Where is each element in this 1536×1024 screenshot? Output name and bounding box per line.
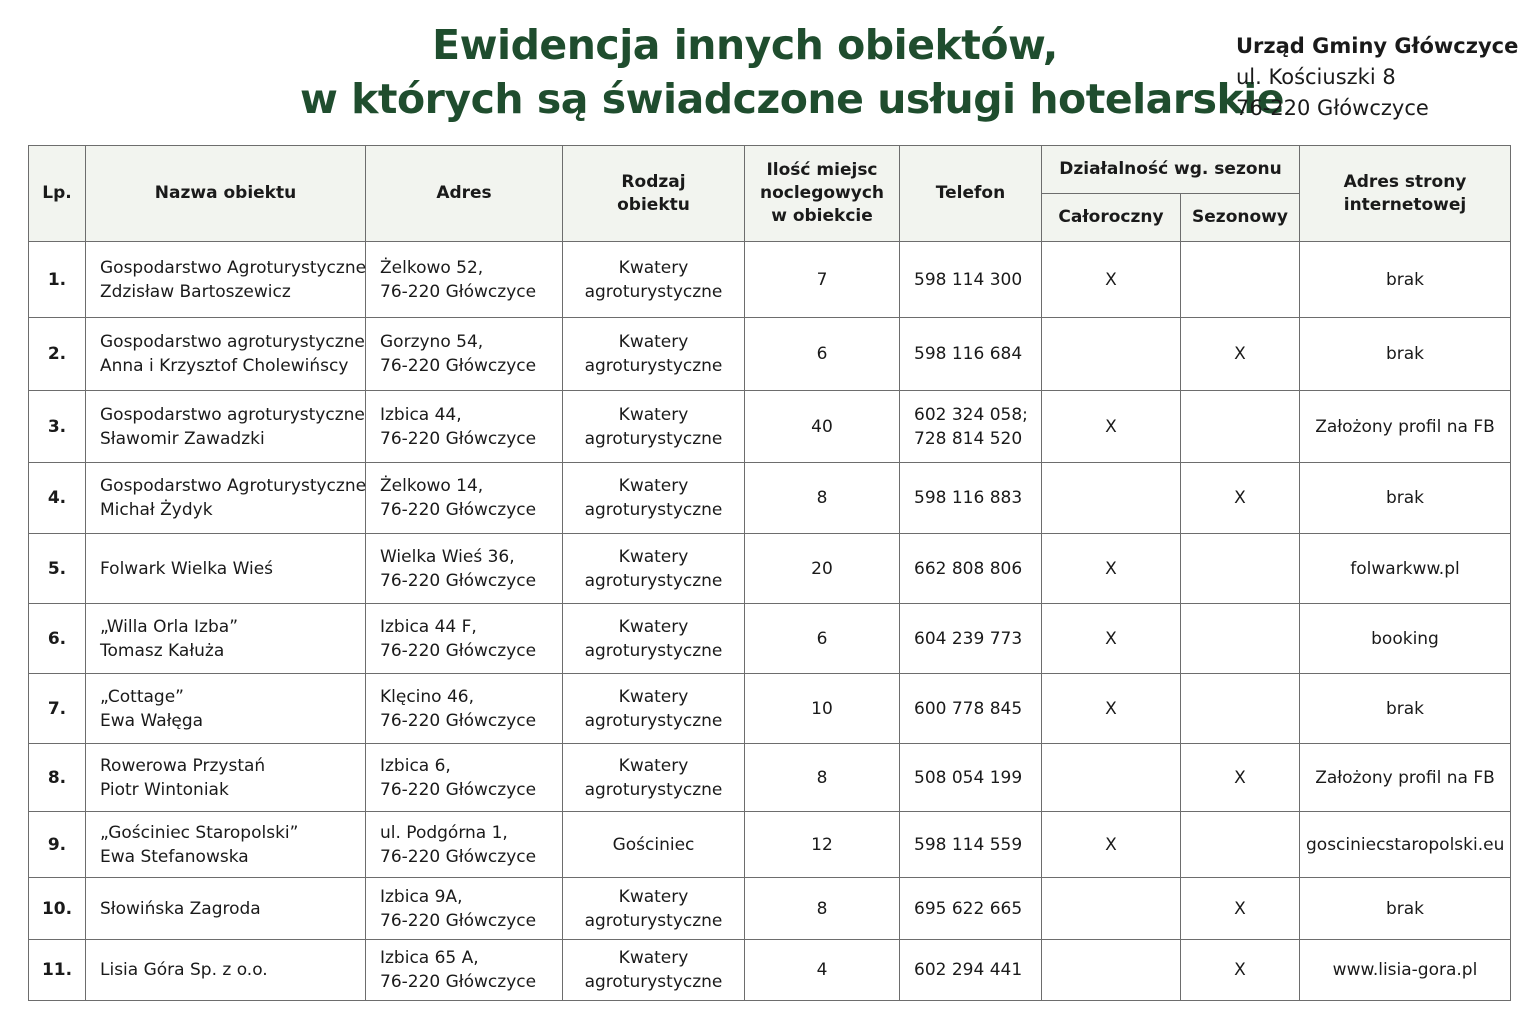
cell-telefon	[900, 940, 1042, 1001]
cell-nazwa-line-2: Ewa Stefanowska	[100, 846, 249, 867]
cell-telefon	[900, 242, 1042, 318]
header-ilosc-line-2: noclegowych	[759, 183, 885, 203]
cell-nazwa-line-1: Folwark Wielka Wieś	[100, 558, 274, 579]
office-name: Urząd Gminy Główczyce	[1236, 34, 1519, 58]
cell-nazwa	[86, 463, 366, 534]
cell-adres-line-1: Żelkowo 14,	[380, 476, 484, 496]
header-telefon: Telefon	[900, 146, 1042, 242]
table-row	[29, 812, 1511, 878]
cell-www: gosciniecstaropolski.eu	[1300, 812, 1511, 878]
cell-telefon-line-1: 598 116 684	[914, 344, 1023, 364]
cell-rodzaj	[563, 674, 745, 744]
cell-rodzaj-line-2: agroturystyczne	[584, 570, 723, 591]
header-rodzaj	[563, 146, 745, 242]
table-row	[29, 940, 1511, 1001]
cell-www: brak	[1300, 242, 1511, 318]
cell-nazwa-line-1: Gospodarstwo Agroturystyczne	[100, 257, 367, 278]
objects-table	[28, 145, 1511, 1001]
cell-rodzaj-line-2: agroturystyczne	[584, 710, 723, 731]
cell-adres-line-2: 76-220 Główczyce	[380, 846, 537, 867]
table-row	[29, 604, 1511, 674]
cell-telefon-line-1: 598 116 883	[914, 488, 1023, 508]
cell-rodzaj-line-1: Kwatery	[618, 686, 689, 707]
cell-lp: 9.	[29, 812, 86, 878]
cell-lp: 11.	[29, 940, 86, 1001]
cell-adres-line-2: 76-220 Główczyce	[380, 281, 537, 302]
cell-adres-line-1: Izbica 6,	[380, 755, 451, 776]
cell-telefon	[900, 812, 1042, 878]
table-row	[29, 463, 1511, 534]
cell-nazwa	[86, 812, 366, 878]
cell-nazwa	[86, 534, 366, 604]
cell-nazwa-line-2: Sławomir Zawadzki	[100, 428, 265, 449]
cell-www: www.lisia-gora.pl	[1300, 940, 1511, 1001]
cell-nazwa-line-1: Gospodarstwo Agroturystyczne	[100, 476, 367, 496]
cell-adres	[366, 534, 563, 604]
cell-nazwa	[86, 242, 366, 318]
cell-telefon-line-1: 508 054 199	[914, 767, 1023, 788]
cell-sezonowy: X	[1181, 463, 1300, 534]
cell-telefon-line-1: 598 114 300	[914, 269, 1023, 290]
cell-rodzaj	[563, 318, 745, 391]
cell-rodzaj	[563, 463, 745, 534]
cell-rodzaj-line-2: agroturystyczne	[584, 640, 723, 661]
header-rodzaj-line-2: obiektu	[617, 194, 690, 215]
table-row	[29, 318, 1511, 391]
cell-rodzaj-line-1: Kwatery	[618, 332, 689, 352]
header-ilosc-line-1: Ilość miejsc	[766, 160, 878, 180]
cell-www: booking	[1300, 604, 1511, 674]
cell-nazwa-line-2: Piotr Wintoniak	[100, 779, 229, 800]
cell-telefon-line-1: 602 324 058;	[914, 404, 1028, 425]
cell-adres	[366, 940, 563, 1001]
cell-adres-line-2: 76-220 Główczyce	[380, 910, 537, 931]
office-city: 76-220 Główczyce	[1236, 96, 1429, 120]
cell-adres-line-2: 76-220 Główczyce	[380, 640, 537, 661]
cell-adres	[366, 744, 563, 812]
cell-adres-line-1: Klęcino 46,	[380, 686, 475, 707]
cell-adres-line-1: Izbica 9A,	[380, 886, 463, 907]
cell-nazwa-line-1: „Cottage”	[100, 686, 184, 707]
cell-rodzaj	[563, 242, 745, 318]
cell-www: brak	[1300, 878, 1511, 940]
cell-adres	[366, 242, 563, 318]
cell-nazwa-line-2: Tomasz Kałuża	[100, 640, 225, 661]
header-strona-line-1: Adres strony	[1343, 171, 1467, 192]
header-nazwa: Nazwa obiektu	[86, 146, 366, 242]
cell-lp: 5.	[29, 534, 86, 604]
table-body	[29, 242, 1511, 1001]
table-row	[29, 391, 1511, 463]
cell-adres	[366, 812, 563, 878]
table-row	[29, 878, 1511, 940]
cell-nazwa-line-1: Gospodarstwo agroturystyczne	[100, 332, 365, 352]
cell-telefon	[900, 463, 1042, 534]
header-strona	[1300, 146, 1511, 242]
cell-adres-line-2: 76-220 Główczyce	[380, 972, 537, 992]
cell-telefon-line-1: 604 239 773	[914, 628, 1023, 649]
cell-rodzaj	[563, 604, 745, 674]
cell-sezonowy	[1181, 604, 1300, 674]
office-address	[1236, 31, 1518, 124]
header-ilosc	[745, 146, 900, 242]
header-adres: Adres	[366, 146, 563, 242]
table-header	[29, 146, 1511, 242]
cell-rodzaj	[563, 391, 745, 463]
cell-nazwa-line-1: „Gościniec Staropolski”	[100, 822, 299, 843]
cell-miejsca: 12	[745, 812, 900, 878]
cell-adres-line-2: 76-220 Główczyce	[380, 710, 537, 731]
cell-lp: 1.	[29, 242, 86, 318]
cell-caloroczny: X	[1042, 391, 1181, 463]
cell-adres-line-1: Izbica 65 A,	[380, 948, 479, 968]
cell-miejsca: 8	[745, 744, 900, 812]
office-street: ul. Kościuszki 8	[1236, 65, 1396, 89]
cell-www: brak	[1300, 318, 1511, 391]
cell-telefon	[900, 318, 1042, 391]
cell-miejsca: 8	[745, 878, 900, 940]
cell-miejsca: 6	[745, 318, 900, 391]
cell-telefon-line-1: 598 114 559	[914, 834, 1023, 855]
header-lp: Lp.	[29, 146, 86, 242]
cell-lp: 10.	[29, 878, 86, 940]
cell-caloroczny: X	[1042, 812, 1181, 878]
cell-adres-line-1: Gorzyno 54,	[380, 332, 484, 352]
cell-telefon	[900, 878, 1042, 940]
cell-www: Założony profil na FB	[1300, 391, 1511, 463]
cell-adres	[366, 878, 563, 940]
cell-rodzaj-line-1: Kwatery	[618, 476, 689, 496]
cell-rodzaj-line-1: Gościniec	[612, 834, 695, 855]
cell-adres-line-2: 76-220 Główczyce	[380, 779, 537, 800]
header-sezonowy: Sezonowy	[1181, 194, 1300, 242]
cell-www: Założony profil na FB	[1300, 744, 1511, 812]
cell-sezonowy: X	[1181, 744, 1300, 812]
cell-nazwa	[86, 604, 366, 674]
cell-telefon-line-2: 728 814 520	[914, 428, 1023, 449]
cell-rodzaj-line-2: agroturystyczne	[584, 500, 723, 520]
cell-rodzaj	[563, 744, 745, 812]
cell-sezonowy	[1181, 812, 1300, 878]
cell-telefon-line-1: 695 622 665	[914, 898, 1023, 919]
cell-sezonowy: X	[1181, 878, 1300, 940]
header-ilosc-line-3: w obiekcie	[771, 206, 873, 226]
cell-nazwa-line-2: Anna i Krzysztof Cholewińscy	[100, 356, 349, 376]
cell-caloroczny: X	[1042, 604, 1181, 674]
cell-telefon-line-1: 600 778 845	[914, 698, 1023, 719]
cell-lp: 6.	[29, 604, 86, 674]
cell-miejsca: 6	[745, 604, 900, 674]
cell-rodzaj	[563, 878, 745, 940]
cell-caloroczny	[1042, 318, 1181, 391]
cell-rodzaj-line-2: agroturystyczne	[584, 972, 723, 992]
table-row	[29, 744, 1511, 812]
cell-adres-line-1: Izbica 44,	[380, 404, 462, 425]
cell-lp: 8.	[29, 744, 86, 812]
cell-nazwa	[86, 878, 366, 940]
table-row	[29, 534, 1511, 604]
cell-miejsca: 20	[745, 534, 900, 604]
title-line-1: Ewidencja innych obiektów,	[432, 21, 1058, 69]
cell-lp: 2.	[29, 318, 86, 391]
cell-rodzaj-line-1: Kwatery	[618, 257, 689, 278]
cell-www: brak	[1300, 674, 1511, 744]
cell-adres-line-2: 76-220 Główczyce	[380, 356, 537, 376]
cell-telefon	[900, 391, 1042, 463]
cell-telefon	[900, 534, 1042, 604]
table-row	[29, 674, 1511, 744]
cell-adres-line-2: 76-220 Główczyce	[380, 428, 537, 449]
page-title	[300, 18, 1285, 126]
header-dzialalnosc: Działalność wg. sezonu	[1042, 146, 1300, 194]
cell-adres-line-1: ul. Podgórna 1,	[380, 822, 508, 843]
cell-nazwa	[86, 391, 366, 463]
title-line-2: w których są świadczone usługi hotelarskie	[300, 75, 1285, 123]
cell-lp: 3.	[29, 391, 86, 463]
cell-rodzaj-line-2: agroturystyczne	[584, 910, 723, 931]
cell-caloroczny	[1042, 463, 1181, 534]
cell-nazwa-line-2: Zdzisław Bartoszewicz	[100, 281, 291, 302]
cell-adres-line-1: Żelkowo 52,	[380, 257, 484, 278]
cell-miejsca: 8	[745, 463, 900, 534]
cell-miejsca: 10	[745, 674, 900, 744]
cell-adres	[366, 463, 563, 534]
cell-adres	[366, 318, 563, 391]
cell-lp: 7.	[29, 674, 86, 744]
cell-rodzaj-line-2: agroturystyczne	[584, 281, 723, 302]
cell-telefon	[900, 674, 1042, 744]
cell-caloroczny	[1042, 940, 1181, 1001]
cell-caloroczny: X	[1042, 674, 1181, 744]
cell-caloroczny	[1042, 878, 1181, 940]
cell-adres	[366, 674, 563, 744]
cell-nazwa-line-1: Lisia Góra Sp. z o.o.	[100, 960, 268, 980]
cell-adres	[366, 391, 563, 463]
cell-rodzaj	[563, 940, 745, 1001]
cell-rodzaj-line-2: agroturystyczne	[584, 428, 723, 449]
cell-rodzaj-line-1: Kwatery	[618, 886, 689, 907]
cell-rodzaj-line-1: Kwatery	[618, 616, 689, 637]
table-row	[29, 242, 1511, 318]
cell-caloroczny	[1042, 744, 1181, 812]
cell-sezonowy: X	[1181, 940, 1300, 1001]
cell-rodzaj	[563, 534, 745, 604]
cell-sezonowy	[1181, 391, 1300, 463]
cell-nazwa	[86, 940, 366, 1001]
cell-adres-line-1: Wielka Wieś 36,	[380, 546, 515, 567]
cell-telefon	[900, 604, 1042, 674]
cell-sezonowy: X	[1181, 318, 1300, 391]
cell-miejsca: 7	[745, 242, 900, 318]
cell-telefon	[900, 744, 1042, 812]
cell-sezonowy	[1181, 674, 1300, 744]
cell-rodzaj	[563, 812, 745, 878]
cell-caloroczny: X	[1042, 242, 1181, 318]
cell-rodzaj-line-2: agroturystyczne	[584, 356, 723, 376]
cell-rodzaj-line-1: Kwatery	[618, 948, 689, 968]
cell-lp: 4.	[29, 463, 86, 534]
cell-sezonowy	[1181, 242, 1300, 318]
cell-www: folwarkww.pl	[1300, 534, 1511, 604]
cell-rodzaj-line-2: agroturystyczne	[584, 779, 723, 800]
cell-miejsca: 4	[745, 940, 900, 1001]
header-rodzaj-line-1: Rodzaj	[621, 171, 686, 192]
cell-nazwa	[86, 674, 366, 744]
header-caloroczny: Całoroczny	[1042, 194, 1181, 242]
cell-rodzaj-line-1: Kwatery	[618, 546, 689, 567]
cell-rodzaj-line-1: Kwatery	[618, 755, 689, 776]
cell-adres-line-1: Izbica 44 F,	[380, 616, 477, 637]
cell-telefon-line-1: 662 808 806	[914, 558, 1023, 579]
cell-nazwa-line-1: Słowińska Zagroda	[100, 898, 261, 919]
cell-miejsca: 40	[745, 391, 900, 463]
cell-nazwa-line-2: Ewa Wałęga	[100, 710, 204, 731]
cell-www: brak	[1300, 463, 1511, 534]
cell-adres-line-2: 76-220 Główczyce	[380, 570, 537, 591]
cell-sezonowy	[1181, 534, 1300, 604]
cell-nazwa-line-2: Michał Żydyk	[100, 500, 213, 520]
cell-nazwa-line-1: Gospodarstwo agroturystyczne	[100, 404, 365, 425]
cell-nazwa	[86, 744, 366, 812]
cell-rodzaj-line-1: Kwatery	[618, 404, 689, 425]
cell-caloroczny: X	[1042, 534, 1181, 604]
cell-adres	[366, 604, 563, 674]
cell-nazwa-line-1: Rowerowa Przystań	[100, 755, 266, 776]
cell-adres-line-2: 76-220 Główczyce	[380, 500, 537, 520]
cell-nazwa-line-1: „Willa Orla Izba”	[100, 616, 239, 637]
cell-nazwa	[86, 318, 366, 391]
header-strona-line-2: internetowej	[1343, 194, 1467, 215]
cell-telefon-line-1: 602 294 441	[914, 960, 1023, 980]
